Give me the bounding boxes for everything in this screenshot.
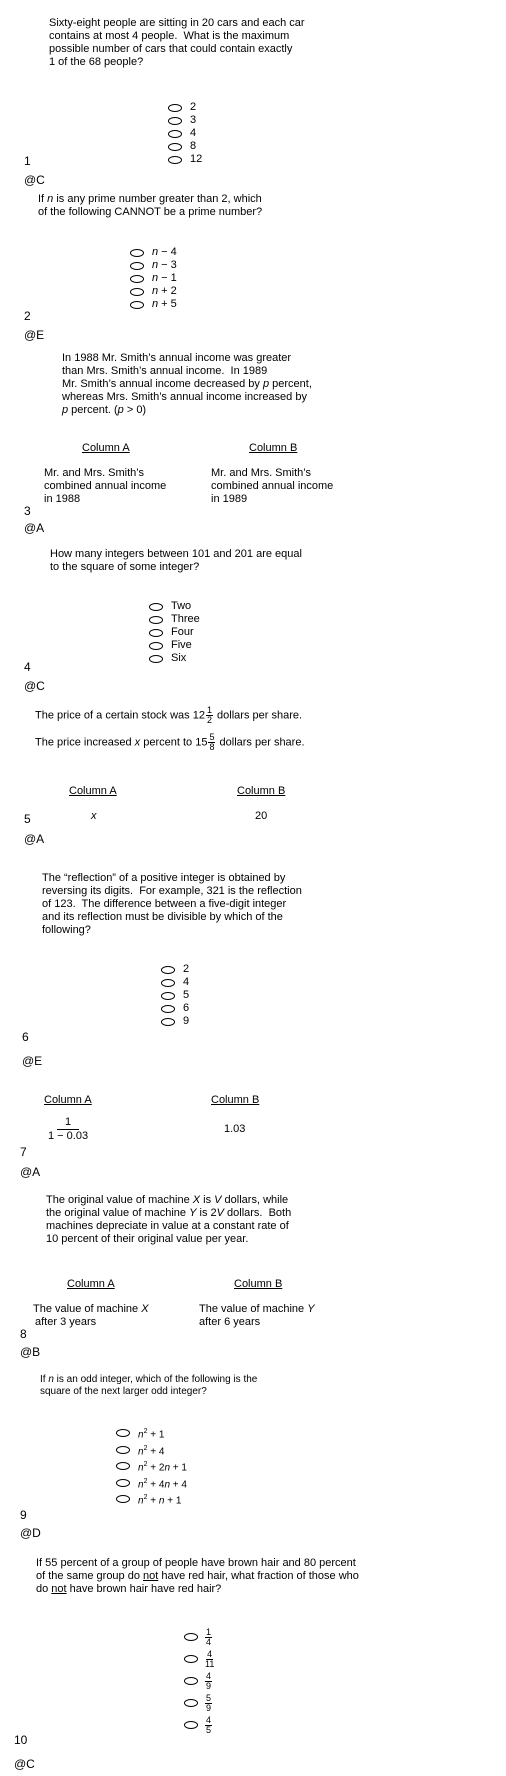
column-a-heading: Column A	[69, 785, 117, 797]
q5-stem-line1: The price of a certain stock was 12 $\frac{1}{2}$ dollars per share.	[35, 705, 303, 725]
radio-oval-icon	[130, 275, 144, 283]
radio-oval-icon	[161, 966, 175, 974]
q2-choice[interactable]: n − 4	[130, 246, 177, 259]
radio-oval-icon	[184, 1633, 198, 1641]
question-number: 5	[24, 812, 31, 826]
q9-choices	[116, 1425, 187, 1508]
column-a-heading: Column A	[67, 1278, 115, 1290]
answer-key: @C	[24, 679, 45, 693]
radio-oval-icon	[130, 301, 144, 309]
question-number: 8	[20, 1327, 27, 1341]
q1-stem: Sixty-eight people are sitting in 20 cars and each car contains at most 4 people. What is the maximum possible number of cars that could contain exactly 1 of the 68 people?	[49, 17, 305, 68]
answer-key: @B	[20, 1345, 41, 1359]
q10-choice[interactable]: $\frac{4}{11}$	[184, 1648, 215, 1670]
fraction: $\frac{5}{8}$	[209, 732, 215, 752]
question-number: 1	[24, 154, 31, 168]
q10-choices	[184, 1626, 215, 1736]
q4-choice[interactable]: Three	[149, 613, 200, 626]
column-a-quantity: Mr. and Mrs. Smith’s combined annual income in 1988	[44, 467, 167, 505]
radio-oval-icon	[149, 642, 163, 650]
radio-oval-icon	[116, 1462, 130, 1470]
question-number: 2	[24, 309, 31, 323]
q10-stem: If 55 percent of a group of people have brown hair and 80 percent of the same group do not have red hair, what fraction of those who do not have brown hair have red hair?	[36, 1557, 359, 1595]
radio-oval-icon	[184, 1655, 198, 1663]
radio-oval-icon	[130, 249, 144, 257]
radio-oval-icon	[168, 117, 182, 125]
radio-oval-icon	[116, 1446, 130, 1454]
radio-oval-icon	[116, 1429, 130, 1437]
radio-oval-icon	[161, 1018, 175, 1026]
q1-choices	[168, 101, 202, 166]
fraction: $\frac{1}{2}$	[206, 705, 212, 725]
radio-oval-icon	[161, 979, 175, 987]
radio-oval-icon	[116, 1495, 130, 1503]
q3-stem: In 1988 Mr. Smith’s annual income was greater than Mrs. Smith’s annual income. In 1989 Mr. Smith’s annual income decreased by p percent, whereas Mrs. Smith’s annual income increased by p percent. (p > 0)	[62, 352, 312, 416]
radio-oval-icon	[168, 143, 182, 151]
q9-choice[interactable]: $n^2 + n + 1$	[116, 1491, 187, 1508]
question-number: 4	[24, 660, 31, 674]
q4-choice[interactable]: Two	[149, 600, 200, 613]
question-number: 7	[20, 1145, 27, 1159]
answer-key: @C	[14, 1757, 35, 1771]
column-b-quantity: The value of machine Y after 6 years	[199, 1303, 315, 1328]
column-b-heading: Column B	[249, 442, 298, 454]
q2-choice[interactable]: n − 1	[130, 272, 177, 285]
radio-oval-icon	[184, 1699, 198, 1707]
q6-choices	[161, 963, 189, 1028]
radio-oval-icon	[149, 603, 163, 611]
radio-oval-icon	[130, 262, 144, 270]
q6-choice[interactable]: 5	[161, 989, 189, 1002]
column-b-heading: Column B	[237, 785, 286, 797]
column-b-heading: Column B	[211, 1094, 260, 1106]
column-a-heading: Column A	[82, 442, 130, 454]
column-b-quantity: 1.03	[224, 1123, 246, 1135]
q9-stem: If n is an odd integer, which of the following is the square of the next larger odd integer?	[40, 1374, 258, 1397]
column-b-heading: Column B	[234, 1278, 283, 1290]
q10-choice[interactable]: $\frac{1}{4}$	[184, 1626, 215, 1648]
q5-stem-line2: The price increased x percent to 15 $\frac{5}{8}$ dollars per share.	[35, 732, 305, 752]
radio-oval-icon	[184, 1721, 198, 1729]
question-number: 10	[14, 1733, 28, 1747]
radio-oval-icon	[168, 156, 182, 164]
column-a-heading: Column A	[44, 1094, 92, 1106]
q4-choice[interactable]: Four	[149, 626, 200, 639]
column-a-quantity: x	[91, 810, 97, 822]
q2-choices	[130, 246, 177, 311]
radio-oval-icon	[116, 1479, 130, 1487]
question-number: 6	[22, 1030, 29, 1044]
q9-choice[interactable]: $n^2 + 2n + 1$	[116, 1458, 187, 1475]
q4-stem: How many integers between 101 and 201 are equal to the square of some integer?	[50, 548, 302, 573]
q10-choice[interactable]: $\frac{5}{9}$	[184, 1692, 215, 1714]
q1-choice[interactable]: 3	[168, 114, 202, 127]
q6-choice[interactable]: 2	[161, 963, 189, 976]
q2-choice[interactable]: n + 2	[130, 285, 177, 298]
question-number: 9	[20, 1508, 27, 1522]
column-a-quantity: The value of machine X after 3 years	[33, 1303, 149, 1328]
radio-oval-icon	[130, 288, 144, 296]
answer-key: @A	[24, 832, 45, 846]
answer-key: @C	[24, 173, 45, 187]
q6-choice[interactable]: 4	[161, 976, 189, 989]
q2-choice[interactable]: n − 3	[130, 259, 177, 272]
radio-oval-icon	[161, 1005, 175, 1013]
q8-stem: The original value of machine X is V dollars, while the original value of machine Y is 2V dollars. Both machines depreciate in value at a constant rate of 10 percent of their original value per year.	[46, 1194, 292, 1245]
answer-key: @D	[20, 1526, 41, 1540]
q2-stem: If n is any prime number greater than 2, which of the following CANNOT be a prime number?	[38, 193, 263, 218]
q9-choice[interactable]: $n^2 + 1$	[116, 1425, 187, 1442]
answer-key: @E	[22, 1054, 43, 1068]
radio-oval-icon	[149, 616, 163, 624]
question-number: 3	[24, 504, 31, 518]
answer-key: @E	[24, 328, 45, 342]
q6-choice[interactable]: 6	[161, 1002, 189, 1015]
radio-oval-icon	[184, 1677, 198, 1685]
q1-choice[interactable]: 4	[168, 127, 202, 140]
column-a-fraction: 1 1 − 0.03	[48, 1116, 89, 1142]
q1-choice[interactable]: 12	[168, 153, 202, 166]
q6-choice[interactable]: 9	[161, 1015, 189, 1028]
q6-stem: The “reflection” of a positive integer is obtained by reversing its digits. For example, 321 is the reflection of 123. The difference between a five-digit integer and its reflection must be divisible by which of the following?	[42, 872, 302, 936]
radio-oval-icon	[149, 629, 163, 637]
radio-oval-icon	[168, 130, 182, 138]
radio-oval-icon	[168, 104, 182, 112]
column-b-quantity: Mr. and Mrs. Smith’s combined annual income in 1989	[211, 467, 334, 505]
answer-key: @A	[20, 1165, 41, 1179]
q9-choice[interactable]: $n^2 + 4n + 4$	[116, 1475, 187, 1492]
q2-choice[interactable]: n + 5	[130, 298, 177, 311]
radio-oval-icon	[149, 655, 163, 663]
q10-choice[interactable]: $\frac{4}{5}$	[184, 1714, 215, 1736]
q4-choice[interactable]: Six	[149, 652, 200, 665]
q10-choice[interactable]: $\frac{4}{9}$	[184, 1670, 215, 1692]
q9-choice[interactable]: $n^2 + 4$	[116, 1442, 187, 1459]
q4-choice[interactable]: Five	[149, 639, 200, 652]
radio-oval-icon	[161, 992, 175, 1000]
column-b-quantity: 20	[255, 810, 268, 822]
q1-choice[interactable]: 2	[168, 101, 202, 114]
answer-key: @A	[24, 521, 45, 535]
q4-choices	[149, 600, 200, 665]
q1-choice[interactable]: 8	[168, 140, 202, 153]
